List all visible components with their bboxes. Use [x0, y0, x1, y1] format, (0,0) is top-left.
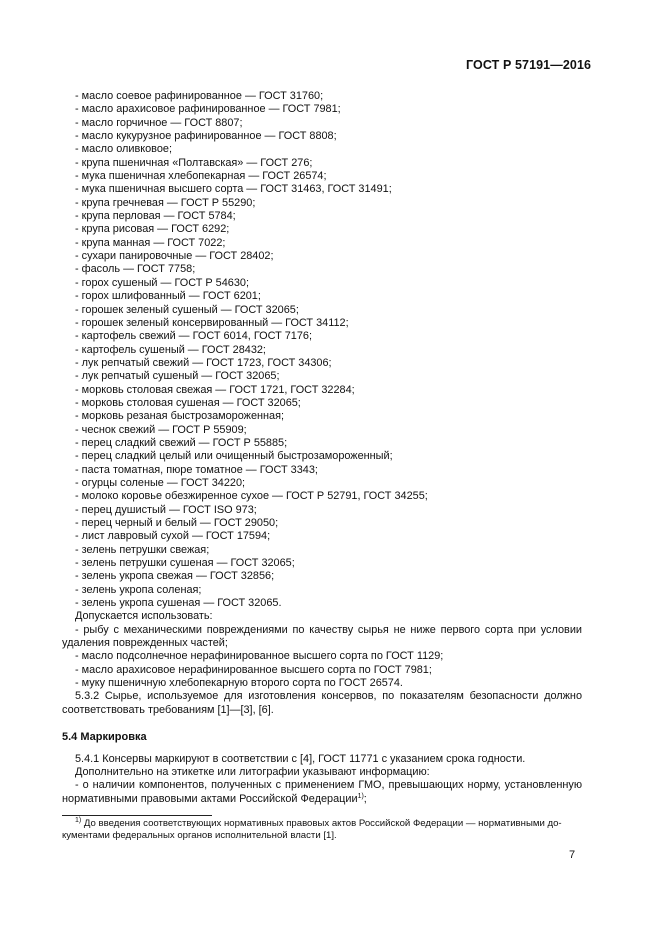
page-number: 7: [569, 849, 576, 861]
list-item: - лук репчатый сушеный — ГОСТ 32065;: [75, 370, 280, 383]
ingredient-list: [62, 90, 582, 610]
list-item: - морковь столовая свежая — ГОСТ 1721, ГОСТ 32284;: [75, 383, 355, 396]
list-item: - зелень укропа сушеная — ГОСТ 32065.: [75, 597, 282, 610]
paragraph-532-line1: 5.3.2 Сырье, используемое для изготовления консервов, по показателям безопасности должно: [75, 690, 582, 703]
list-item: - масло горчичное — ГОСТ 8807;: [75, 116, 243, 129]
footnote-mark: 1): [75, 817, 82, 824]
list-item: - горох сушеный — ГОСТ Р 54630;: [75, 276, 249, 289]
gmo-line1: - о наличии компонентов, полученных с применением ГМО, превышающих норму, установленную: [75, 779, 582, 792]
list-item: - масло арахисовое рафинированное — ГОСТ 7981;: [75, 103, 341, 116]
footnote-line2: кументами федеральных органов исполнительной власти [1].: [62, 829, 337, 841]
allowed-fish-line2: удаления поврежденных частей;: [62, 637, 228, 650]
list-item: - картофель свежий — ГОСТ 6014, ГОСТ 7176;: [75, 330, 313, 343]
list-item: - зелень петрушки сушеная — ГОСТ 32065;: [75, 557, 295, 570]
allowed-item: - масло подсолнечное нерафинированное высшего сорта по ГОСТ 1129;: [75, 650, 444, 663]
list-item: - перец душистый — ГОСТ ISO 973;: [75, 503, 257, 516]
list-item: - фасоль — ГОСТ 7758;: [75, 263, 196, 276]
footnote-ref: 1): [357, 792, 364, 800]
footnote-line1: $^{1)}$ До введения соответствующих нормативных правовых актов Российской Федерации — нормативными до-: [75, 817, 562, 829]
footnote: [62, 818, 582, 842]
list-item: - лук репчатый свежий — ГОСТ 1723, ГОСТ 34306;: [75, 356, 332, 369]
list-item: - зелень петрушки свежая;: [75, 543, 210, 556]
allowed-intro: Допускается использовать:: [75, 610, 213, 623]
list-item: - мука пшеничная высшего сорта — ГОСТ 31463, ГОСТ 31491;: [75, 183, 392, 196]
list-item: - зелень укропа соленая;: [75, 583, 202, 596]
list-item: - горошек зеленый консервированный — ГОСТ 34112;: [75, 316, 349, 329]
document-body: [62, 90, 582, 806]
list-item: - паста томатная, пюре томатное — ГОСТ 3343;: [75, 463, 318, 476]
list-item: - огурцы соленые — ГОСТ 34220;: [75, 476, 246, 489]
list-item: - лист лавровый сухой — ГОСТ 17594;: [75, 530, 271, 543]
list-item: - масло соевое рафинированное — ГОСТ 31760;: [75, 90, 324, 102]
list-item: - молоко коровье обезжиренное сухое — ГОСТ Р 52791, ГОСТ 34255;: [75, 490, 428, 503]
allowed-fish-line1: - рыбу с механическими повреждениями по качеству сырья не ниже первого сорта при условии: [75, 623, 582, 636]
list-item: - картофель сушеный — ГОСТ 28432;: [75, 343, 266, 356]
list-item: - горох шлифованный — ГОСТ 6201;: [75, 290, 261, 303]
paragraph-additional: Дополнительно на этикетке или литографии указывают информацию:: [75, 765, 430, 778]
list-item: - масло оливковое;: [75, 143, 172, 156]
footnote-divider: [62, 815, 212, 816]
paragraph-532-line2: соответствовать требованиям [1]—[3], [6].: [62, 703, 274, 716]
document-code: ГОСТ Р 57191—2016: [466, 58, 592, 72]
allowed-item: - масло арахисовое нерафинированное высшего сорта по ГОСТ 7981;: [75, 663, 432, 676]
section-heading: 5.4 Маркировка: [62, 731, 147, 744]
list-item: - перец сладкий целый или очищенный быстрозамороженный;: [75, 450, 393, 463]
list-item: - перец сладкий свежий — ГОСТ Р 55885;: [75, 436, 288, 449]
list-item: - масло кукурузное рафинированное — ГОСТ 8808;: [75, 130, 337, 143]
list-item: - сухари панировочные — ГОСТ 28402;: [75, 250, 274, 263]
allowed-item: - муку пшеничную хлебопекарную второго сорта по ГОСТ 26574.: [75, 677, 403, 690]
gmo-line2: нормативными правовыми актами Российской Федерации$^{1)}$;: [62, 792, 367, 805]
list-item: - зелень укропа свежая — ГОСТ 32856;: [75, 570, 275, 583]
list-item: - перец черный и белый — ГОСТ 29050;: [75, 517, 279, 529]
list-item: - горошек зеленый сушеный — ГОСТ 32065;: [75, 303, 299, 316]
list-item: - крупа пшеничная «Полтавская» — ГОСТ 276;: [75, 156, 313, 169]
paragraph-541: 5.4.1 Консервы маркируют в соответствии с [4], ГОСТ 11771 с указанием срока годности.: [75, 752, 526, 765]
list-item: - чеснок свежий — ГОСТ Р 55909;: [75, 423, 247, 436]
list-item: - морковь столовая сушеная — ГОСТ 32065;: [75, 396, 301, 409]
list-item: - крупа перловая — ГОСТ 5784;: [75, 210, 236, 223]
list-item: - крупа рисовая — ГОСТ 6292;: [75, 223, 230, 236]
list-item: - мука пшеничная хлебопекарная — ГОСТ 26574;: [75, 170, 327, 183]
list-item: - морковь резаная быстрозамороженная;: [75, 410, 285, 423]
list-item: - крупа манная — ГОСТ 7022;: [75, 236, 226, 249]
list-item: - крупа гречневая — ГОСТ Р 55290;: [75, 196, 256, 209]
